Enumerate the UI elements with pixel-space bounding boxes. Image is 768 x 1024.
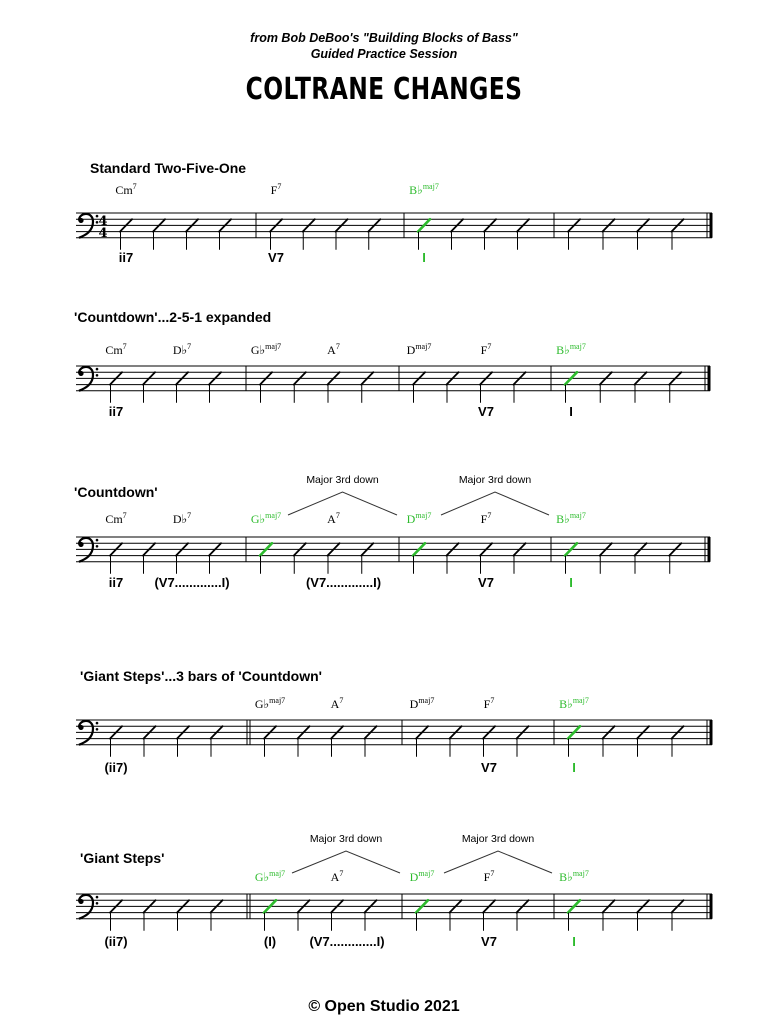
rhythm-slash (303, 219, 315, 250)
rhythm-slash (176, 372, 188, 403)
rhythm-slash (260, 372, 272, 403)
rhythm-slash (450, 726, 462, 757)
chord-quality: 7 (335, 511, 340, 520)
interval-bracket (0, 843, 768, 883)
rhythm-slash (637, 219, 649, 250)
rhythm-slash (483, 900, 495, 931)
chord-quality: maj7 (572, 696, 589, 705)
rhythm-slash (450, 900, 462, 931)
interval-annotation: Major 3rd down (461, 833, 535, 845)
chord-root: D (406, 512, 416, 526)
rhythm-slash (568, 900, 580, 931)
rhythm-slash (413, 543, 425, 574)
rhythm-slash (270, 219, 282, 250)
chord-root: F (480, 512, 488, 526)
chord-quality: maj7 (418, 869, 435, 878)
header-credit-line: from Bob DeBoo's "Building Blocks of Bass" (250, 31, 518, 45)
roman-numeral: I (572, 760, 576, 775)
rhythm-slash (177, 900, 189, 931)
rhythm-slash (294, 372, 306, 403)
rhythm-slash (635, 372, 647, 403)
roman-numeral: (V7.............I) (154, 575, 230, 590)
rhythm-slash (336, 219, 348, 250)
rhythm-slash (568, 726, 580, 757)
rhythm-slash (517, 726, 529, 757)
interval-bracket-line (441, 492, 549, 515)
rhythm-slash (110, 543, 122, 574)
rhythm-slash (451, 219, 463, 250)
rhythm-slash (637, 726, 649, 757)
page-title: COLTRANE CHANGES (245, 72, 523, 107)
rhythm-slash (298, 726, 310, 757)
chord-root: B♭ (559, 870, 573, 884)
chord-quality: 7 (487, 342, 492, 351)
rhythm-slash (568, 219, 580, 250)
rhythm-slash (209, 372, 221, 403)
rhythm-slash (298, 900, 310, 931)
chord-root: D (409, 697, 419, 711)
chord-quality: 7 (122, 342, 127, 351)
bass-staff (0, 884, 768, 944)
roman-numeral: I (569, 404, 573, 419)
rhythm-slash (264, 726, 276, 757)
roman-numeral: I (422, 250, 426, 265)
chord-quality: 7 (339, 696, 344, 705)
roman-numeral: ii7 (108, 575, 124, 590)
rhythm-slash (328, 372, 340, 403)
rhythm-slash (447, 543, 459, 574)
chord-symbol (115, 183, 136, 198)
chord-root: A (327, 512, 336, 526)
rhythm-slash (413, 372, 425, 403)
rhythm-slash (600, 543, 612, 574)
chord-root: B♭ (409, 183, 423, 197)
rhythm-slash (517, 219, 529, 250)
rhythm-slash (331, 900, 343, 931)
rhythm-slash (514, 543, 526, 574)
chord-symbol (271, 183, 282, 198)
interval-annotation: Major 3rd down (306, 474, 379, 486)
roman-numeral: I (569, 575, 573, 590)
chord-root: Cm (115, 183, 133, 197)
rhythm-slash (480, 372, 492, 403)
rhythm-slash (143, 372, 155, 403)
bass-staff (0, 203, 768, 263)
rhythm-slash (447, 372, 459, 403)
rhythm-slash (480, 543, 492, 574)
chord-root: B♭ (559, 697, 573, 711)
rhythm-slash (294, 543, 306, 574)
chord-quality: maj7 (422, 182, 439, 191)
rhythm-slash (603, 726, 615, 757)
rhythm-slash (600, 372, 612, 403)
interval-annotation: Major 3rd down (458, 474, 532, 486)
rhythm-slash (110, 900, 122, 931)
rhythm-slash (110, 726, 122, 757)
chord-root: F (480, 343, 488, 357)
chord-quality: maj7 (418, 696, 435, 705)
rhythm-slash (365, 726, 377, 757)
roman-numeral: ii7 (118, 250, 134, 265)
chord-quality: maj7 (569, 511, 586, 520)
rhythm-slash (672, 900, 684, 931)
roman-numeral: ii7 (108, 404, 124, 419)
rhythm-slash (144, 726, 156, 757)
chord-quality: 7 (490, 869, 495, 878)
rhythm-slash (484, 219, 496, 250)
copyright-footer: © Open Studio 2021 (308, 998, 460, 1015)
rhythm-slash (517, 900, 529, 931)
chord-root: F (483, 697, 491, 711)
rhythm-slash (120, 219, 132, 250)
section-title: 'Giant Steps'...3 bars of 'Countdown' (80, 668, 322, 684)
section-title: 'Countdown'...2-5-1 expanded (74, 309, 272, 325)
chord-root: B♭ (556, 512, 570, 526)
rhythm-slash (669, 372, 681, 403)
chord-root: F (483, 870, 491, 884)
roman-numeral: (V7.............I) (305, 575, 382, 590)
roman-numeral: (ii7) (104, 934, 128, 949)
chord-quality: maj7 (269, 869, 286, 878)
section-title: 'Giant Steps' (80, 850, 165, 866)
chord-root: G♭ (250, 512, 266, 526)
rhythm-slash (209, 543, 221, 574)
bass-staff (0, 527, 768, 587)
interval-bracket (0, 484, 768, 524)
interval-annotation: Major 3rd down (309, 833, 383, 845)
rhythm-slash (416, 726, 428, 757)
roman-numeral: (I) (263, 934, 277, 949)
rhythm-slash (483, 726, 495, 757)
rhythm-slash (260, 543, 272, 574)
chord-root: A (330, 870, 340, 884)
rhythm-slash (565, 543, 577, 574)
rhythm-slash (669, 543, 681, 574)
bass-staff (0, 710, 768, 770)
chord-root: A (330, 697, 340, 711)
interval-bracket-line (444, 851, 552, 873)
rhythm-slash (565, 372, 577, 403)
chord-quality: 7 (277, 182, 282, 191)
chord-root: D♭ (172, 512, 188, 526)
section-title: Standard Two-Five-One (90, 160, 247, 176)
time-signature-digit: 4 (98, 213, 108, 229)
rhythm-slash (264, 900, 276, 931)
chord-root: A (327, 343, 336, 357)
roman-numeral: V7 (481, 760, 497, 775)
rhythm-slash (176, 543, 188, 574)
chord-root: Cm (105, 512, 123, 526)
chord-root: D (409, 870, 419, 884)
rhythm-slash (672, 219, 684, 250)
chord-root: G♭ (250, 343, 266, 357)
rhythm-slash (144, 900, 156, 931)
chord-quality: 7 (187, 342, 192, 351)
chord-root: F (270, 183, 278, 197)
chord-quality: maj7 (265, 342, 282, 351)
rhythm-slash (514, 372, 526, 403)
rhythm-slash (637, 900, 649, 931)
chord-root: G♭ (254, 697, 270, 711)
chord-root: G♭ (254, 870, 270, 884)
rhythm-slash (328, 543, 340, 574)
rhythm-slash (418, 219, 430, 250)
chord-quality: maj7 (572, 869, 589, 878)
chord-quality: 7 (187, 511, 192, 520)
rhythm-slash (186, 219, 198, 250)
rhythm-slash (603, 219, 615, 250)
rhythm-slash (635, 543, 647, 574)
chord-quality: 7 (490, 696, 495, 705)
chord-root: Cm (105, 343, 123, 357)
chord-quality: maj7 (269, 696, 286, 705)
time-signature-digit: 4 (98, 226, 108, 242)
roman-numeral: (ii7) (104, 760, 128, 775)
rhythm-slash (603, 900, 615, 931)
section-title: 'Countdown' (74, 484, 158, 500)
roman-numeral: V7 (478, 575, 494, 590)
chord-quality: 7 (487, 511, 492, 520)
rhythm-slash (219, 219, 231, 250)
chord-root: B♭ (556, 343, 570, 357)
time-signature (98, 214, 107, 241)
chord-quality: maj7 (415, 342, 432, 351)
chord-quality: 7 (132, 182, 137, 191)
bass-staff (0, 356, 768, 416)
chord-quality: 7 (339, 869, 344, 878)
rhythm-slash (416, 900, 428, 931)
rhythm-slash (331, 726, 343, 757)
rhythm-slash (211, 900, 223, 931)
rhythm-slash (110, 372, 122, 403)
rhythm-slash (672, 726, 684, 757)
rhythm-slash (361, 372, 373, 403)
roman-numeral: V7 (478, 404, 494, 419)
rhythm-slash (368, 219, 380, 250)
chord-quality: 7 (335, 342, 340, 351)
rhythm-slash (211, 726, 223, 757)
chord-symbol (409, 183, 439, 198)
rhythm-slash (143, 543, 155, 574)
chord-quality: maj7 (415, 511, 432, 520)
chord-quality: 7 (122, 511, 127, 520)
rhythm-slash (361, 543, 373, 574)
roman-numeral: I (572, 934, 576, 949)
header-session-line: Guided Practice Session (310, 47, 458, 61)
chord-quality: maj7 (569, 342, 586, 351)
rhythm-slash (153, 219, 165, 250)
chord-root: D (406, 343, 416, 357)
roman-numeral: V7 (268, 250, 284, 265)
rhythm-slash (365, 900, 377, 931)
roman-numeral: (V7.............I) (309, 934, 385, 949)
chord-quality: maj7 (265, 511, 282, 520)
chord-root: D♭ (172, 343, 188, 357)
rhythm-slash (177, 726, 189, 757)
roman-numeral: V7 (481, 934, 497, 949)
